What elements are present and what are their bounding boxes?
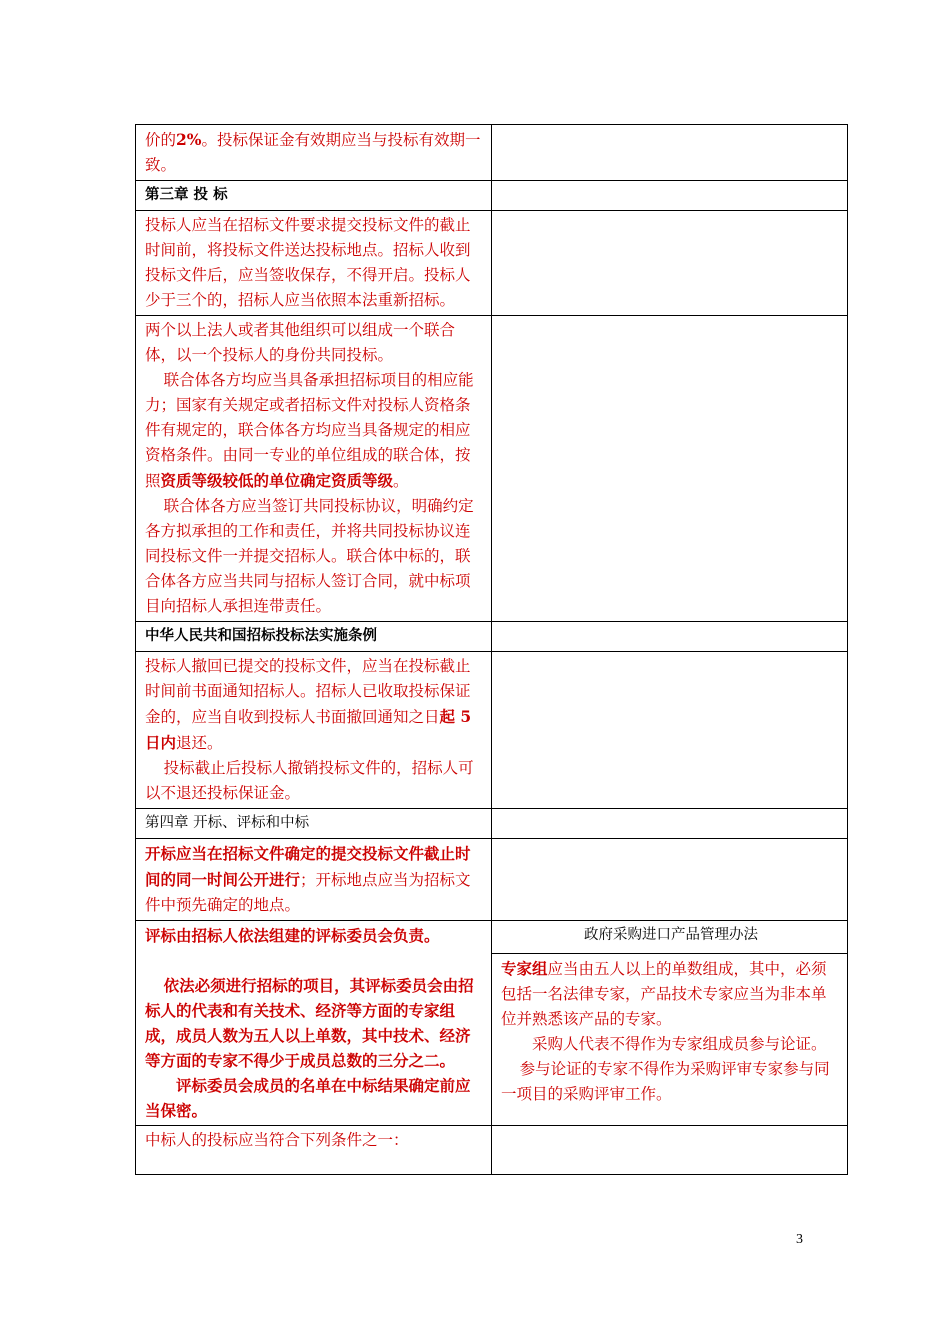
text: 价的 bbox=[145, 131, 177, 149]
table-row bbox=[136, 921, 848, 954]
empty-cell bbox=[492, 316, 848, 622]
paragraph: 投标人应当在招标文件要求提交投标文件的截止时间前，将投标文件送达投标地点。招标人收到投标文件后，应当签收保存，不得开启。投标人少于三个的，招标人应当依照本法重新招标。 bbox=[145, 216, 471, 309]
cell-bid-opening bbox=[136, 839, 492, 921]
table-row bbox=[136, 211, 848, 316]
text: 投标人撤回已提交的投标文件，应当在投标截止时间前书面通知招标人。招标人已收取投标保证金的，应当自收到投标人书面撤回通知之日 bbox=[145, 657, 471, 726]
paragraph: 两个以上法人或者其他组织可以组成一个联合体，以一个投标人的身份共同投标。 bbox=[145, 321, 456, 364]
chapter-heading: 第三章 投 标 bbox=[136, 181, 492, 211]
paragraph: 依法必须进行招标的项目，其评标委员会由招标人的代表和有关技术、经济等方面的专家组成，成员人数为五人以上单数，其中技术、经济等方面的专家不得少于成员总数的三分之二。 bbox=[145, 976, 474, 1070]
paragraph: 评标委员会成员的名单在中标结果确定前应当保密。 bbox=[145, 1076, 471, 1120]
spacer bbox=[145, 948, 485, 973]
text: 。投标保证金有效期应当与投标有效期一致。 bbox=[145, 131, 481, 174]
emphasis-text: 开标应当在招标文件确定的提交投标文件截止时间的同一时间公开进行 bbox=[145, 844, 471, 889]
emphasis-text: 起 5 日内 bbox=[145, 707, 472, 752]
table-row bbox=[136, 316, 848, 622]
regulation-heading: 中华人民共和国招标投标法实施条例 bbox=[136, 622, 492, 652]
empty-cell bbox=[492, 211, 848, 316]
table-row bbox=[136, 1126, 848, 1175]
table-row bbox=[136, 839, 848, 921]
paragraph bbox=[501, 956, 841, 1032]
empty-cell bbox=[492, 839, 848, 921]
paragraph: 评标由招标人依法组建的评标委员会负责。 bbox=[145, 926, 440, 945]
text: 应当由五人以上的单数组成，其中，必须包括一名法律专家，产品技术专家应当为非本单位并熟悉该产品的专家。 bbox=[501, 960, 827, 1029]
empty-cell bbox=[492, 652, 848, 809]
comparison-table bbox=[135, 124, 848, 1175]
table-row bbox=[136, 622, 848, 652]
cell-expert-group bbox=[492, 954, 848, 1126]
paragraph: 联合体各方应当签订共同投标协议，明确约定各方拟承担的工作和责任，并将共同投标协议连同投标文件一并提交招标人。联合体中标的，联合体各方应当共同与招标人签订合同，就中标项目向招标人承担连带责任。 bbox=[145, 497, 474, 615]
cell-withdrawal bbox=[136, 652, 492, 809]
page-number: 3 bbox=[796, 1232, 803, 1247]
emphasis-text: 资质等级较低的单位确定资质等级 bbox=[160, 471, 394, 490]
paragraph bbox=[145, 368, 485, 494]
paragraph bbox=[145, 654, 485, 756]
text: 联合体各方均应当具备承担招标项目的相应能力；国家有关规定或者招标文件对投标人资格条件有规定的，联合体各方均应当具备规定的相应资格条件。由同一专业的单位组成的联合体，按照 bbox=[145, 371, 474, 490]
empty-cell bbox=[492, 125, 848, 181]
table-row bbox=[136, 809, 848, 839]
text: ；开标地点应当为招标文件中预先确定的地点。 bbox=[145, 871, 471, 914]
emphasis-text: 专家组 bbox=[501, 959, 548, 979]
empty-cell bbox=[492, 181, 848, 211]
cell-submission bbox=[136, 211, 492, 316]
text: 退还。 bbox=[176, 734, 223, 752]
table-row bbox=[136, 181, 848, 211]
empty-cell bbox=[492, 1126, 848, 1175]
chapter-heading: 第四章 开标、评标和中标 bbox=[136, 809, 492, 839]
cell-winning-bid bbox=[136, 1126, 492, 1175]
table-row bbox=[136, 125, 848, 181]
percent-value: 2% bbox=[176, 130, 202, 149]
cell-consortium bbox=[136, 316, 492, 622]
text: 。 bbox=[393, 472, 409, 490]
paragraph: 中标人的投标应当符合下列条件之一： bbox=[145, 1131, 409, 1149]
paragraph: 投标截止后投标人撤销投标文件的，招标人可以不退还投标保证金。 bbox=[145, 759, 474, 802]
regulation-title: 政府采购进口产品管理办法 bbox=[584, 927, 758, 943]
paragraph: 参与论证的专家不得作为采购评审专家参与同一项目的采购评审工作。 bbox=[501, 1060, 830, 1104]
paragraph bbox=[145, 841, 485, 918]
cell-evaluation-committee bbox=[136, 921, 492, 1126]
paragraph: 采购人代表不得作为专家组成员参与论证。 bbox=[532, 1035, 827, 1054]
cell-bond-validity bbox=[136, 125, 492, 181]
empty-cell bbox=[492, 622, 848, 652]
table-row bbox=[136, 652, 848, 809]
cell-right-title bbox=[492, 921, 848, 954]
empty-cell bbox=[492, 809, 848, 839]
